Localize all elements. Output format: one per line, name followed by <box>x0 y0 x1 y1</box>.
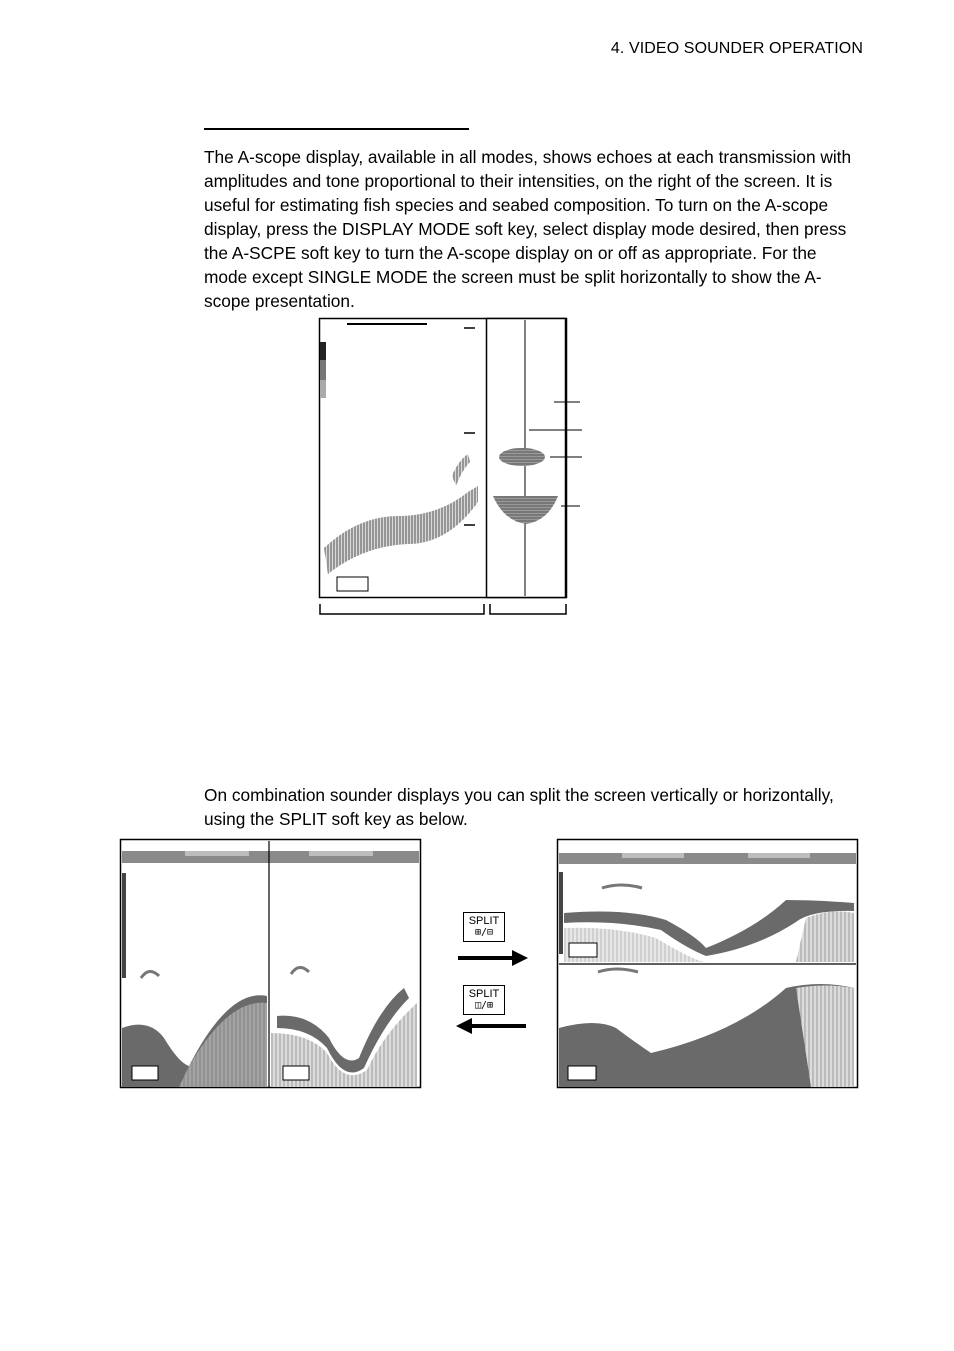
color-bar-light <box>320 380 326 398</box>
split-key-top-symbol: ⊞/⊟ <box>474 927 494 938</box>
echogram-bracket <box>320 604 484 614</box>
color-bar <box>559 872 563 954</box>
a-scope-figure <box>318 316 588 621</box>
range-box-bottom <box>568 1066 596 1080</box>
vertical-split-screen <box>119 838 422 1090</box>
range-box <box>337 577 368 591</box>
color-bar-mid <box>320 360 326 380</box>
range-box-left <box>132 1066 158 1080</box>
split-key-top[interactable] <box>463 912 505 942</box>
horizontal-split-screen <box>556 838 859 1090</box>
a-scope-description: The A-scope display, available in all modes, shows echoes at each transmission with amplitudes and tone proportional to their intensities, on the right of the screen. It is useful for estimating fish species and seabed composition. To turn on the A-scope display, press the DISPLAY MODE soft key, select display mode desired, then press the A-SCPE soft key to turn the A-scope display on or off as appropriate. For the mode except SINGLE MODE the screen must be split horizontally to show the A-scope presentation. <box>204 147 852 311</box>
arrow-right-icon <box>456 948 530 968</box>
status-bar <box>559 853 856 864</box>
a-scope-fish-echo <box>499 448 545 466</box>
split-key-top-label: SPLIT <box>468 915 500 927</box>
color-bar <box>122 873 126 978</box>
split-description: On combination sounder displays you can split the screen vertically or horizontally, using the SPLIT soft key as below. <box>204 785 834 829</box>
status-bar <box>122 851 419 863</box>
split-key-bottom-label: SPLIT <box>468 988 500 1000</box>
running-header: 4. VIDEO SOUNDER OPERATION <box>610 40 863 57</box>
section-rule <box>204 128 469 130</box>
split-key-bottom[interactable] <box>463 985 505 1015</box>
range-box-top <box>569 943 597 957</box>
split-key-bottom-symbol: ◫/⊞ <box>474 1000 494 1011</box>
arrow-left-icon <box>454 1016 528 1036</box>
color-bar-dark <box>320 342 326 360</box>
a-scope-bracket <box>490 604 566 614</box>
range-box-right <box>283 1066 309 1080</box>
